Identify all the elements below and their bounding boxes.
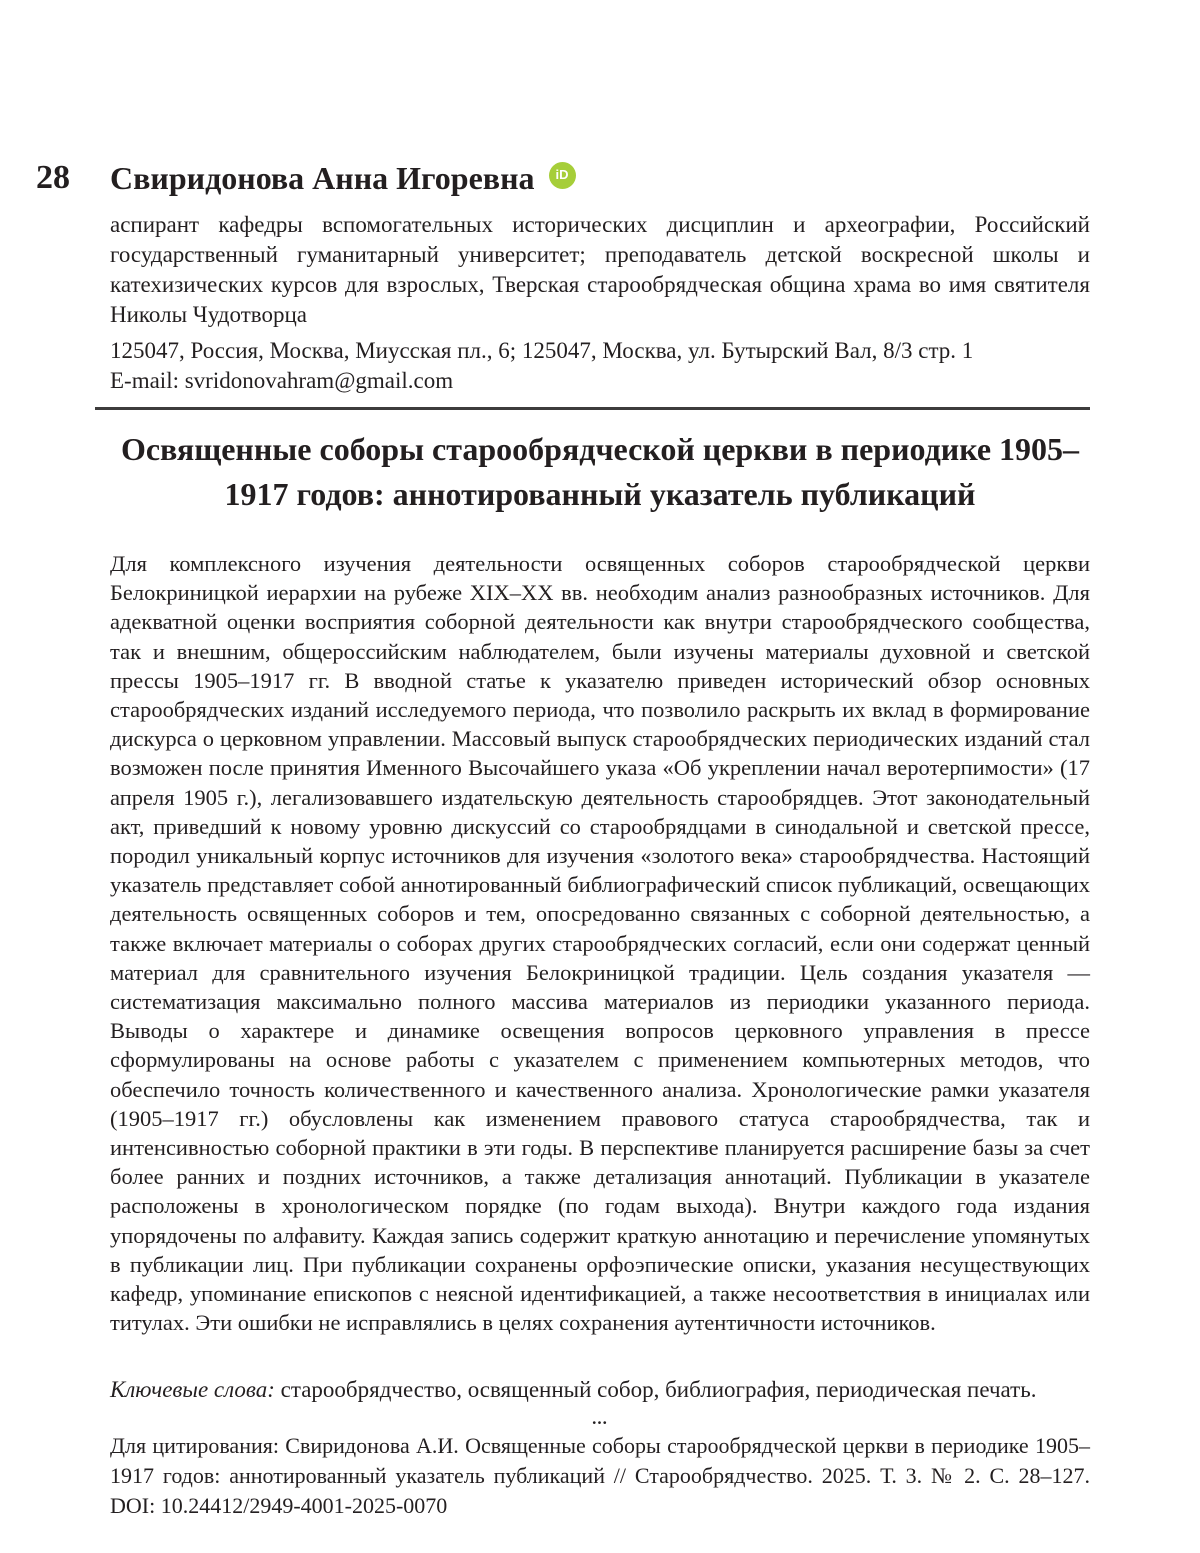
- author-email: E-mail: svridonovahram@gmail.com: [110, 368, 454, 393]
- citation-line: [110, 1431, 1090, 1521]
- author-header: [110, 158, 1090, 198]
- keywords-text: старообрядчество, освященный собор, библиография, периодическая печать.: [280, 1377, 1037, 1403]
- section-divider: [95, 407, 1090, 410]
- article-title: Освященные соборы старообрядческой церкви в периодике 1905–1917 годов: аннотированный указатель публикаций: [120, 431, 1080, 512]
- article-abstract: Для комплексного изучения деятельности освященных соборов старообрядческой церкви Белокриницкой иерархии на рубеже XIX–XX вв. необходим анализ разнообразных источников. Для адекватной оценки восприятия соборной деятельности как внутри старообрядческого сообщества, так и внешним, общероссийским наблюдателем, были изучены материалы духовной и светской прессы 1905–1917 гг. В вводной статье к указателю приведен исторический обзор основных старообрядческих изданий исследуемого периода, что позволило раскрыть их вклад в формирование дискурса о церковном управлении. Массовый выпуск старообрядческих периодических изданий стал возможен после принятия Именного Высочайшего указа «Об укреплении начал веротерпимости» (17 апреля 1905 г.), легализовавшего издательскую деятельность старообрядцев. Этот законодательный акт, приведший к новому уровню дискуссий со старообрядцами в синодальной и светской прессе, породил уникальный корпус источников для изучения «золотого века» старообрядчества. Настоящий указатель представляет собой аннотированный библиографический список публикаций, освещающих деятельность освященных соборов и тем, опосредованно связанных с соборной деятельностью, а также включает материалы о соборах других старообрядческих согласий, если они содержат ценный материал для сравнительного изучения Белокриницкой традиции. Цель создания указателя — систематизация максимально полного массива материалов из периодики указанного периода. Выводы о характере и динамике освещения вопросов церковного управления в прессе сформулированы на основе работы с указателем с применением компьютерных методов, что обеспечило точность количественного и качественного анализа. Хронологические рамки указателя (1905–1917 гг.) обусловлены как изменением правового статуса старообрядчества, так и интенсивностью соборной практики в эти годы. В перспективе планируется расширение базы за счет более ранних и поздних источников, а также детализация аннотаций. Публикации в указателе расположены в хронологическом порядке (по годам выхода). Внутри каждого года издания упорядочены по алфавиту. Каждая запись содержит краткую аннотацию и перечисление упомянутых в публикации лиц. При публикации сохранены орфоэпические описки, указания несуществующих кафедр, упоминание епископов с неясной идентификацией, а также несоответствия в инициалах или титулах. Эти ошибки не исправлялись в целях сохранения аутентичности источников.: [110, 551, 1090, 1336]
- author-name: Свиридонова Анна Игоревна: [110, 160, 535, 196]
- page-number: 28: [36, 159, 70, 196]
- orcid-id-icon[interactable]: iD: [549, 162, 576, 189]
- author-affiliation: аспирант кафедры вспомогательных исторических дисциплин и археографии, Российский государственный гуманитарный университет; преподаватель детской воскресной школы и катехизических курсов для взрослых, Тверская старообрядческая община храма во имя святителя Николы Чудотворца: [110, 212, 1090, 327]
- ellipsis-separator: ...: [592, 1409, 608, 1429]
- keywords-line: [110, 1375, 1090, 1405]
- page-content: [110, 158, 1090, 1521]
- author-contact-block: [110, 336, 1090, 396]
- author-address: 125047, Россия, Москва, Миусская пл., 6; 125047, Москва, ул. Бутырский Вал, 8/3 стр. 1: [110, 338, 974, 363]
- keywords-label: Ключевые слова:: [110, 1377, 275, 1403]
- citation-text: Свиридонова А.И. Освященные соборы старообрядческой церкви в периодике 1905–1917 годов: аннотированный указатель публикаций // Старообрядчество. 2025. Т. 3. № 2. С. 28–127. DOI: 10.24412/2949-4001-2025-0070: [110, 1433, 1090, 1519]
- citation-label: Для цитирования:: [110, 1433, 279, 1459]
